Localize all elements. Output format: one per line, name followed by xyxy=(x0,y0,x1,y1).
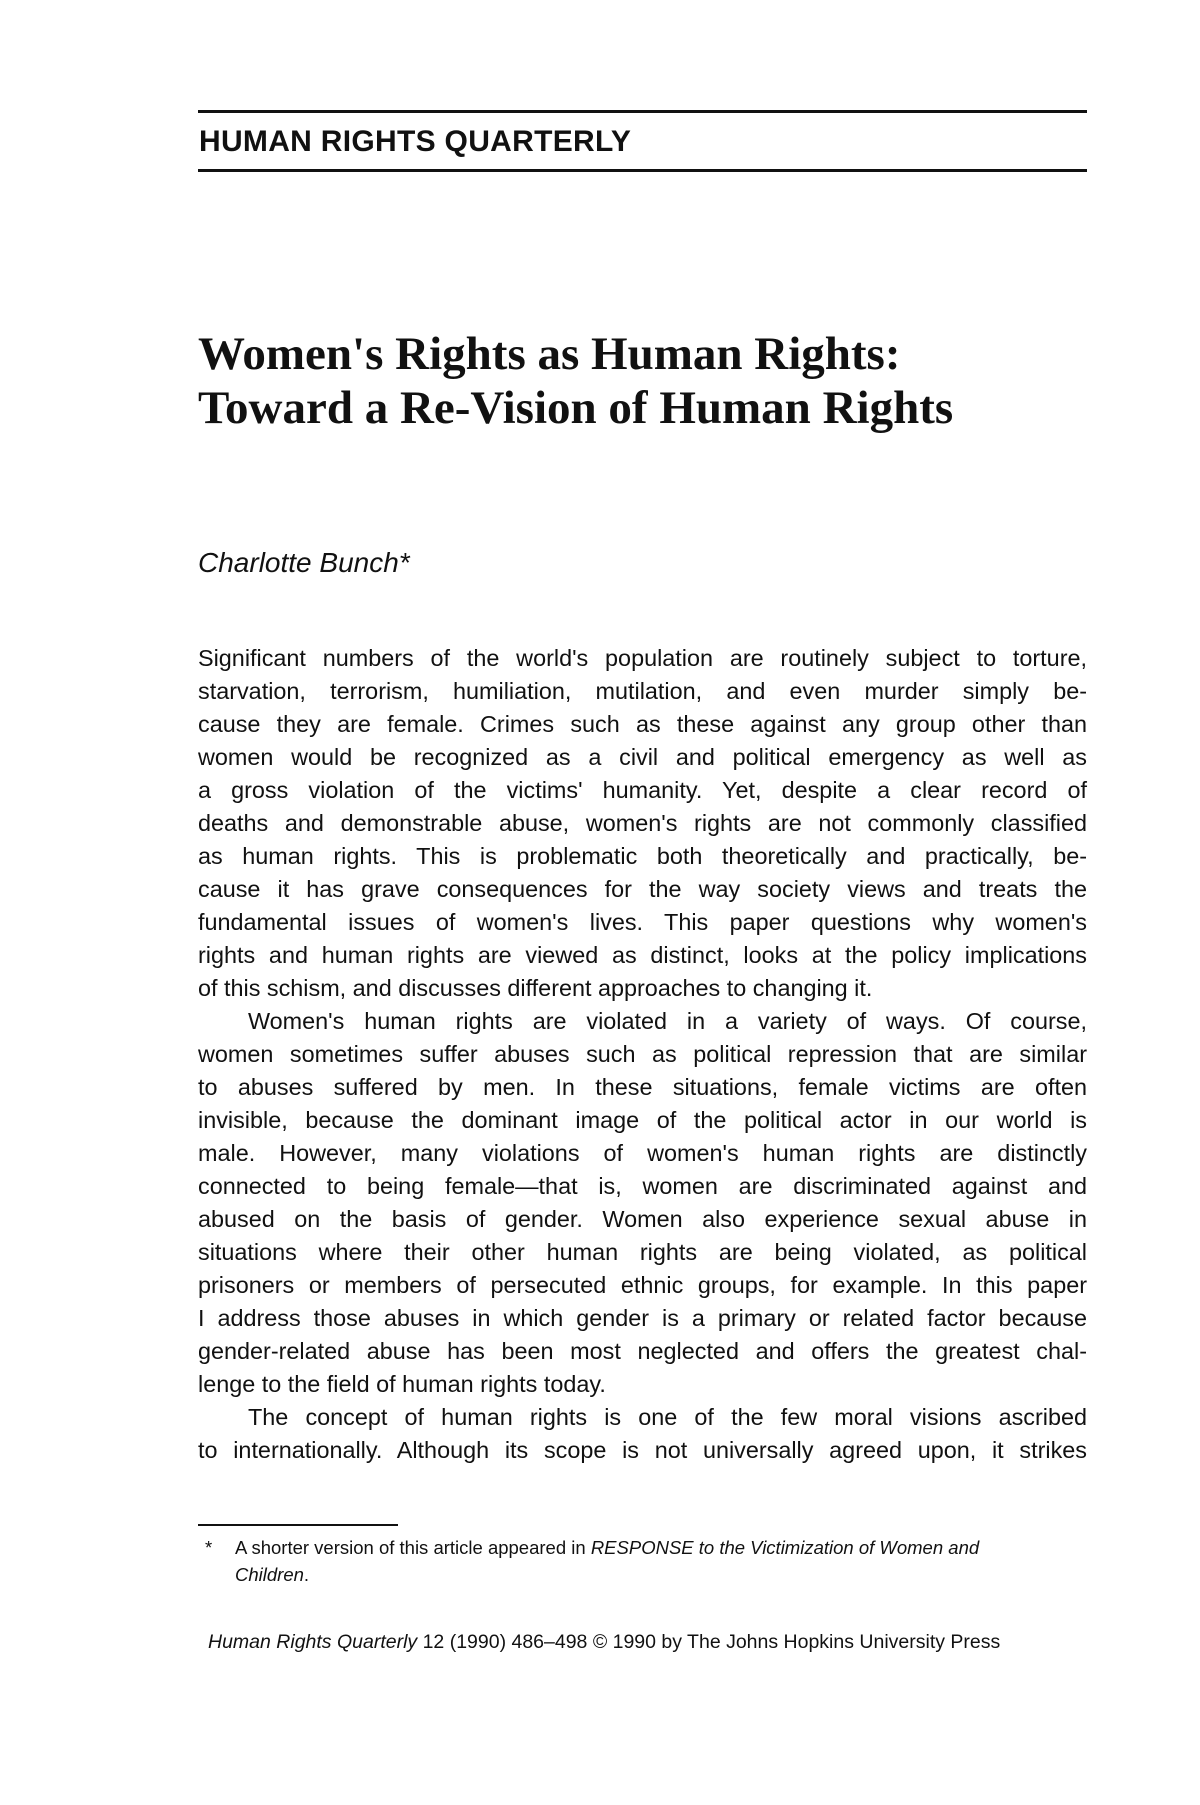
body-line: cause it has grave consequences for the way society views and treats the xyxy=(198,876,1087,902)
body-line: to internationally. Although its scope is not universally agreed upon, it strikes xyxy=(198,1437,1087,1463)
header-bottom-rule xyxy=(198,169,1087,172)
footnote-rule xyxy=(198,1524,398,1526)
body-line: invisible, because the dominant image of the political actor in our world is xyxy=(198,1107,1087,1133)
citation-journal-name: Human Rights Quarterly xyxy=(208,1631,418,1653)
footnote-source-title: RESPONSE to the Victimization of Women and xyxy=(590,1537,980,1558)
body-line: gender-related abuse has been most neglected and offers the greatest chal- xyxy=(198,1338,1087,1364)
footnote-source-title: Children xyxy=(235,1564,304,1585)
body-line: deaths and demonstrable abuse, women's rights are not commonly classified xyxy=(198,810,1087,836)
body-line: rights and human rights are viewed as distinct, looks at the policy implications xyxy=(198,942,1087,968)
journal-citation xyxy=(208,1628,1000,1656)
body-line: abused on the basis of gender. Women also experience sexual abuse in xyxy=(198,1206,1087,1232)
journal-header: HUMAN RIGHTS QUARTERLY xyxy=(199,125,632,158)
footnote-text: A shorter version of this article appeared in xyxy=(235,1537,591,1558)
citation-details: 12 (1990) 486–498 © 1990 by The Johns Hopkins University Press xyxy=(417,1631,1001,1653)
body-line: women would be recognized as a civil and political emergency as well as xyxy=(198,744,1087,770)
body-line: to abuses suffered by men. In these situations, female victims are often xyxy=(198,1074,1087,1100)
footnote-marker: * xyxy=(205,1537,213,1558)
body-line: Significant numbers of the world's population are routinely subject to torture, xyxy=(198,645,1087,671)
footnote-line xyxy=(205,1534,1090,1561)
body-line: as human rights. This is problematic both theoretically and practically, be- xyxy=(198,843,1087,869)
footnote-text: . xyxy=(303,1564,310,1585)
article-title-line: Women's Rights as Human Rights: xyxy=(198,328,901,380)
body-line: starvation, terrorism, humiliation, mutilation, and even murder simply be- xyxy=(198,678,1087,704)
article-title-line: Toward a Re-Vision of Human Rights xyxy=(198,382,954,434)
body-line: of this schism, and discusses different approaches to changing it. xyxy=(198,975,873,1001)
body-line: situations where their other human rights are being violated, as political xyxy=(198,1239,1087,1265)
footnote-line xyxy=(205,1561,1090,1588)
body-line: I address those abuses in which gender is a primary or related factor because xyxy=(198,1305,1087,1331)
author-name: Charlotte Bunch* xyxy=(198,547,410,578)
body-line: women sometimes suffer abuses such as political repression that are similar xyxy=(198,1041,1087,1067)
header-top-rule xyxy=(198,110,1087,113)
body-line: fundamental issues of women's lives. This paper questions why women's xyxy=(198,909,1087,935)
article-title xyxy=(198,327,1098,435)
body-line: prisoners or members of persecuted ethnic groups, for example. In this paper xyxy=(198,1272,1087,1298)
body-line: connected to being female—that is, women are discriminated against and xyxy=(198,1173,1087,1199)
body-line: The concept of human rights is one of the few moral visions ascribed xyxy=(248,1404,1087,1430)
body-line: male. However, many violations of women's human rights are distinctly xyxy=(198,1140,1087,1166)
body-text xyxy=(198,642,1087,1467)
body-line: a gross violation of the victims' humanity. Yet, despite a clear record of xyxy=(198,777,1087,803)
body-line: Women's human rights are violated in a variety of ways. Of course, xyxy=(248,1008,1087,1034)
footnote xyxy=(205,1534,1090,1588)
body-line: lenge to the field of human rights today. xyxy=(198,1371,606,1397)
body-line: cause they are female. Crimes such as these against any group other than xyxy=(198,711,1087,737)
